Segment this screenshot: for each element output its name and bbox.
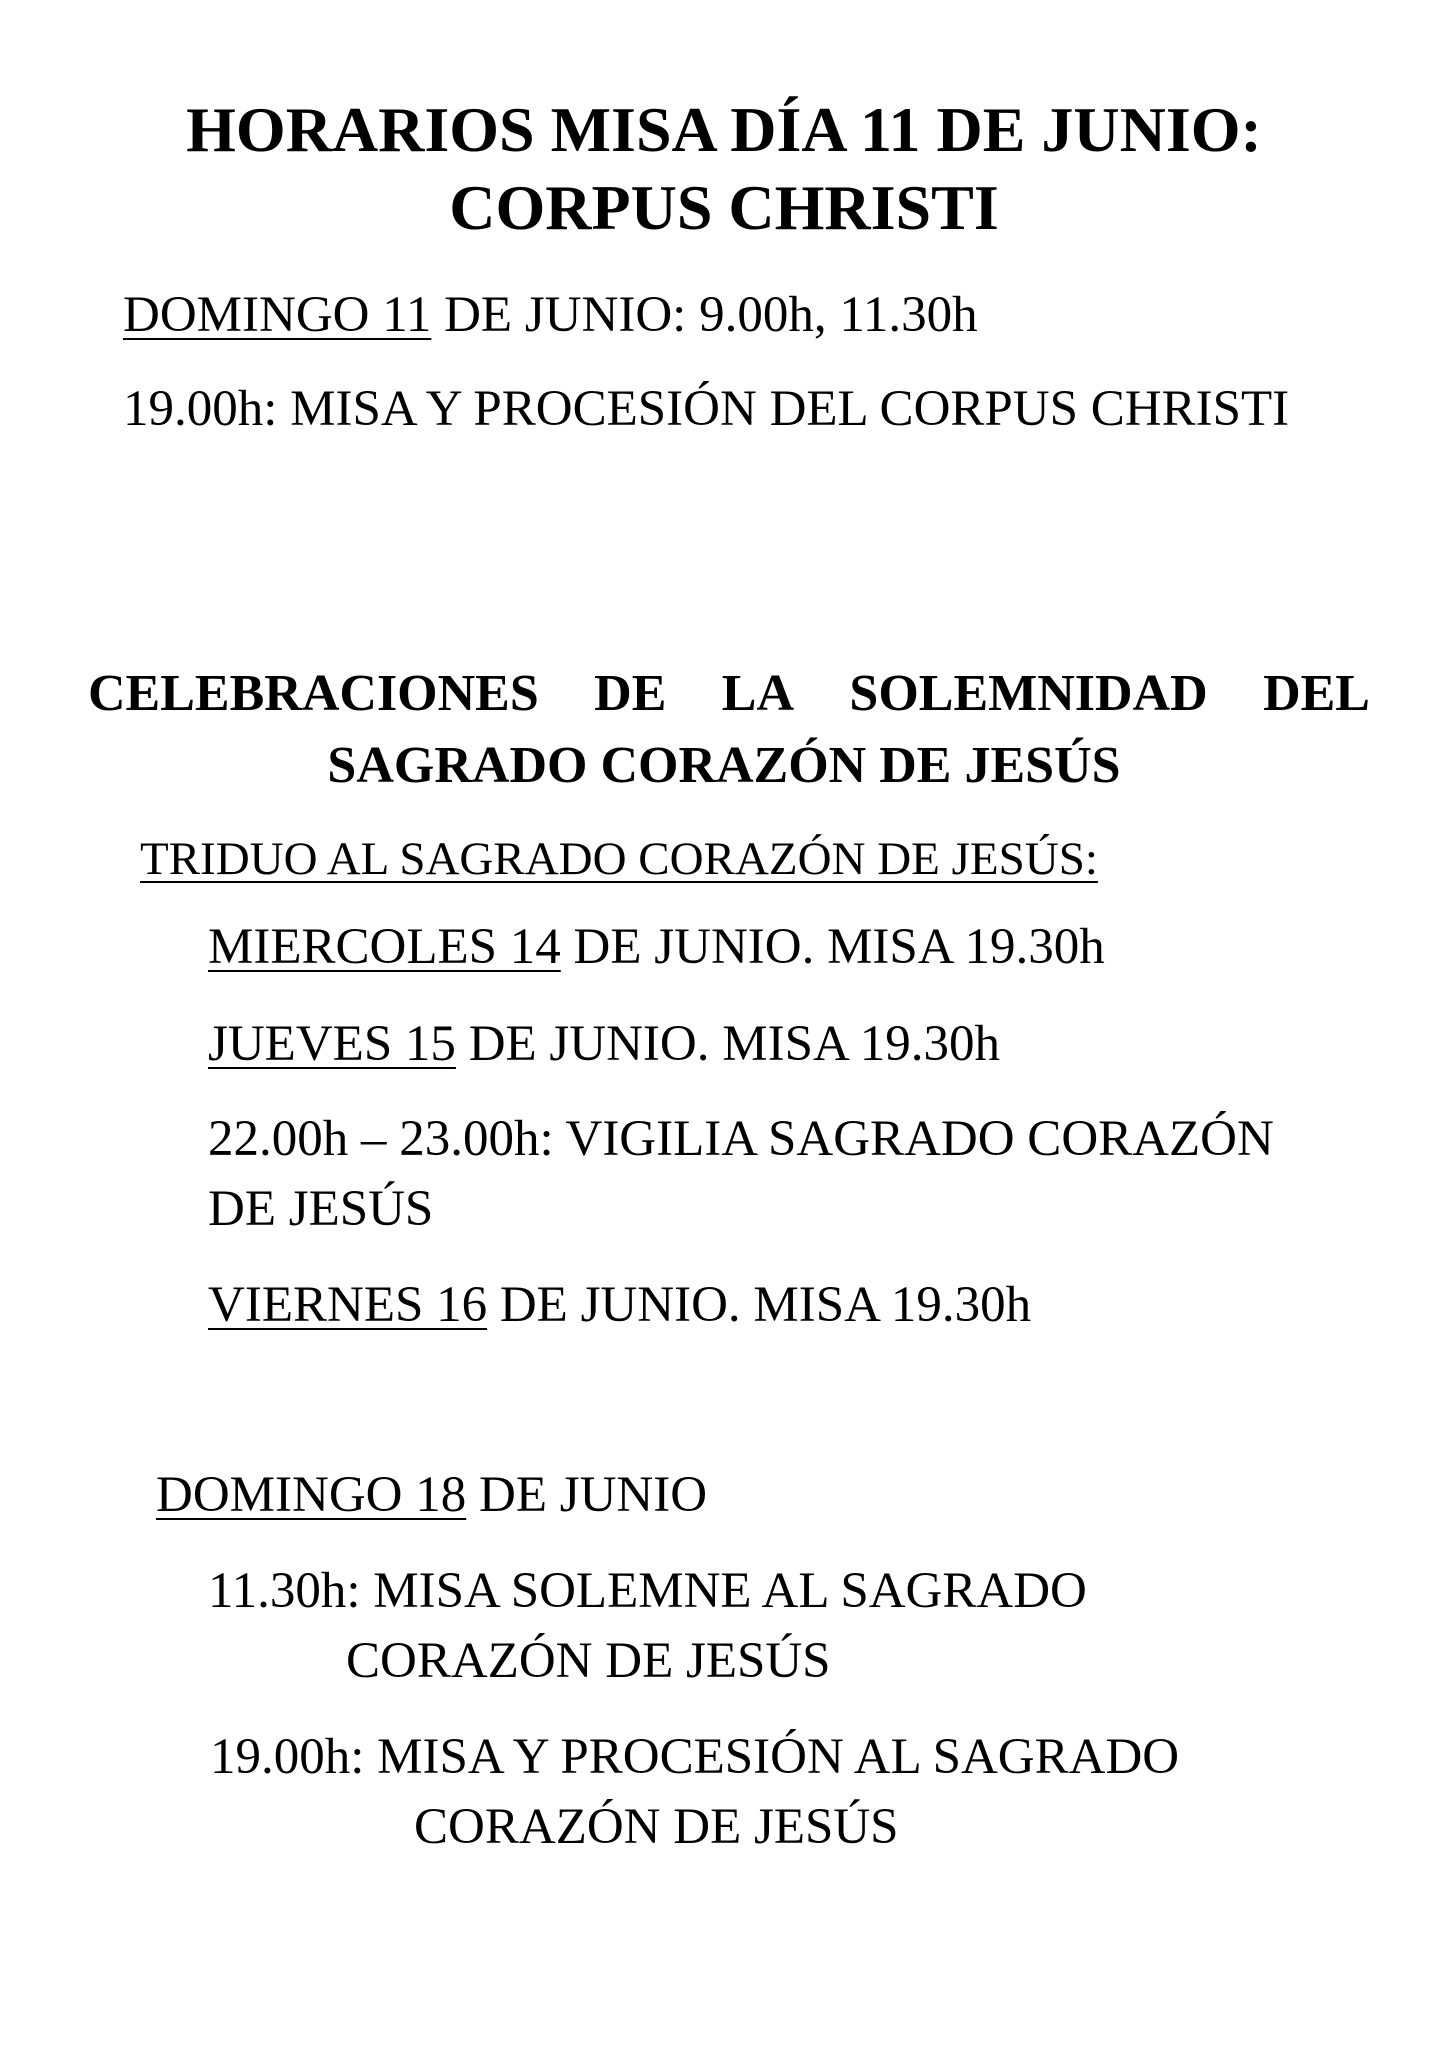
evening-mass-line2: CORAZÓN DE JESÚS (414, 1799, 899, 1855)
corpus-procession-line: 19.00h: MISA Y PROCESIÓN DEL CORPUS CHRISTI (123, 381, 1290, 437)
corpus-sunday-line (123, 287, 978, 343)
sagrado-title-line1 (88, 665, 1370, 722)
triduo-heading (140, 833, 1098, 885)
solemn-mass-line2: CORAZÓN DE JESÚS (346, 1633, 831, 1689)
vigil-line2: DE JESÚS (208, 1181, 434, 1237)
wednesday-date: MIERCOLES 14 (208, 919, 561, 975)
sagrado-title-word: LA (721, 665, 795, 722)
sagrado-title-word: CELEBRACIONES (88, 665, 539, 722)
wednesday-details: DE JUNIO. MISA 19.30h (560, 919, 1105, 975)
thursday-details: DE JUNIO. MISA 19.30h (455, 1016, 1000, 1072)
sunday18-date: DOMINGO 18 (156, 1467, 467, 1523)
corpus-title-line2: CORPUS CHRISTI (449, 172, 999, 243)
sagrado-title-word: DEL (1263, 665, 1370, 722)
wednesday-line (208, 919, 1105, 975)
solemn-mass-line1: 11.30h: MISA SOLEMNE AL SAGRADO (208, 1563, 1087, 1619)
sagrado-title-word: DE (594, 665, 667, 722)
corpus-sunday-date: DOMINGO 11 (123, 287, 432, 343)
evening-mass-line1: 19.00h: MISA Y PROCESIÓN AL SAGRADO (210, 1729, 1180, 1785)
corpus-title-line1: HORARIOS MISA DÍA 11 DE JUNIO: (186, 94, 1262, 165)
sunday18-line (156, 1467, 708, 1523)
friday-date: VIERNES 16 (208, 1277, 488, 1333)
friday-details: DE JUNIO. MISA 19.30h (487, 1277, 1032, 1333)
sunday18-details: DE JUNIO (466, 1467, 708, 1523)
friday-line (208, 1277, 1032, 1333)
corpus-sunday-times: DE JUNIO: 9.00h, 11.30h (431, 287, 978, 343)
thursday-line (208, 1016, 1000, 1072)
sagrado-title-word: SOLEMNIDAD (849, 665, 1208, 722)
vigil-line1: 22.00h – 23.00h: VIGILIA SAGRADO CORAZÓN (208, 1111, 1274, 1167)
thursday-date: JUEVES 15 (208, 1016, 456, 1072)
triduo-heading-text: TRIDUO AL SAGRADO CORAZÓN DE JESÚS: (140, 833, 1098, 885)
sagrado-title-line2: SAGRADO CORAZÓN DE JESÚS (327, 737, 1121, 794)
